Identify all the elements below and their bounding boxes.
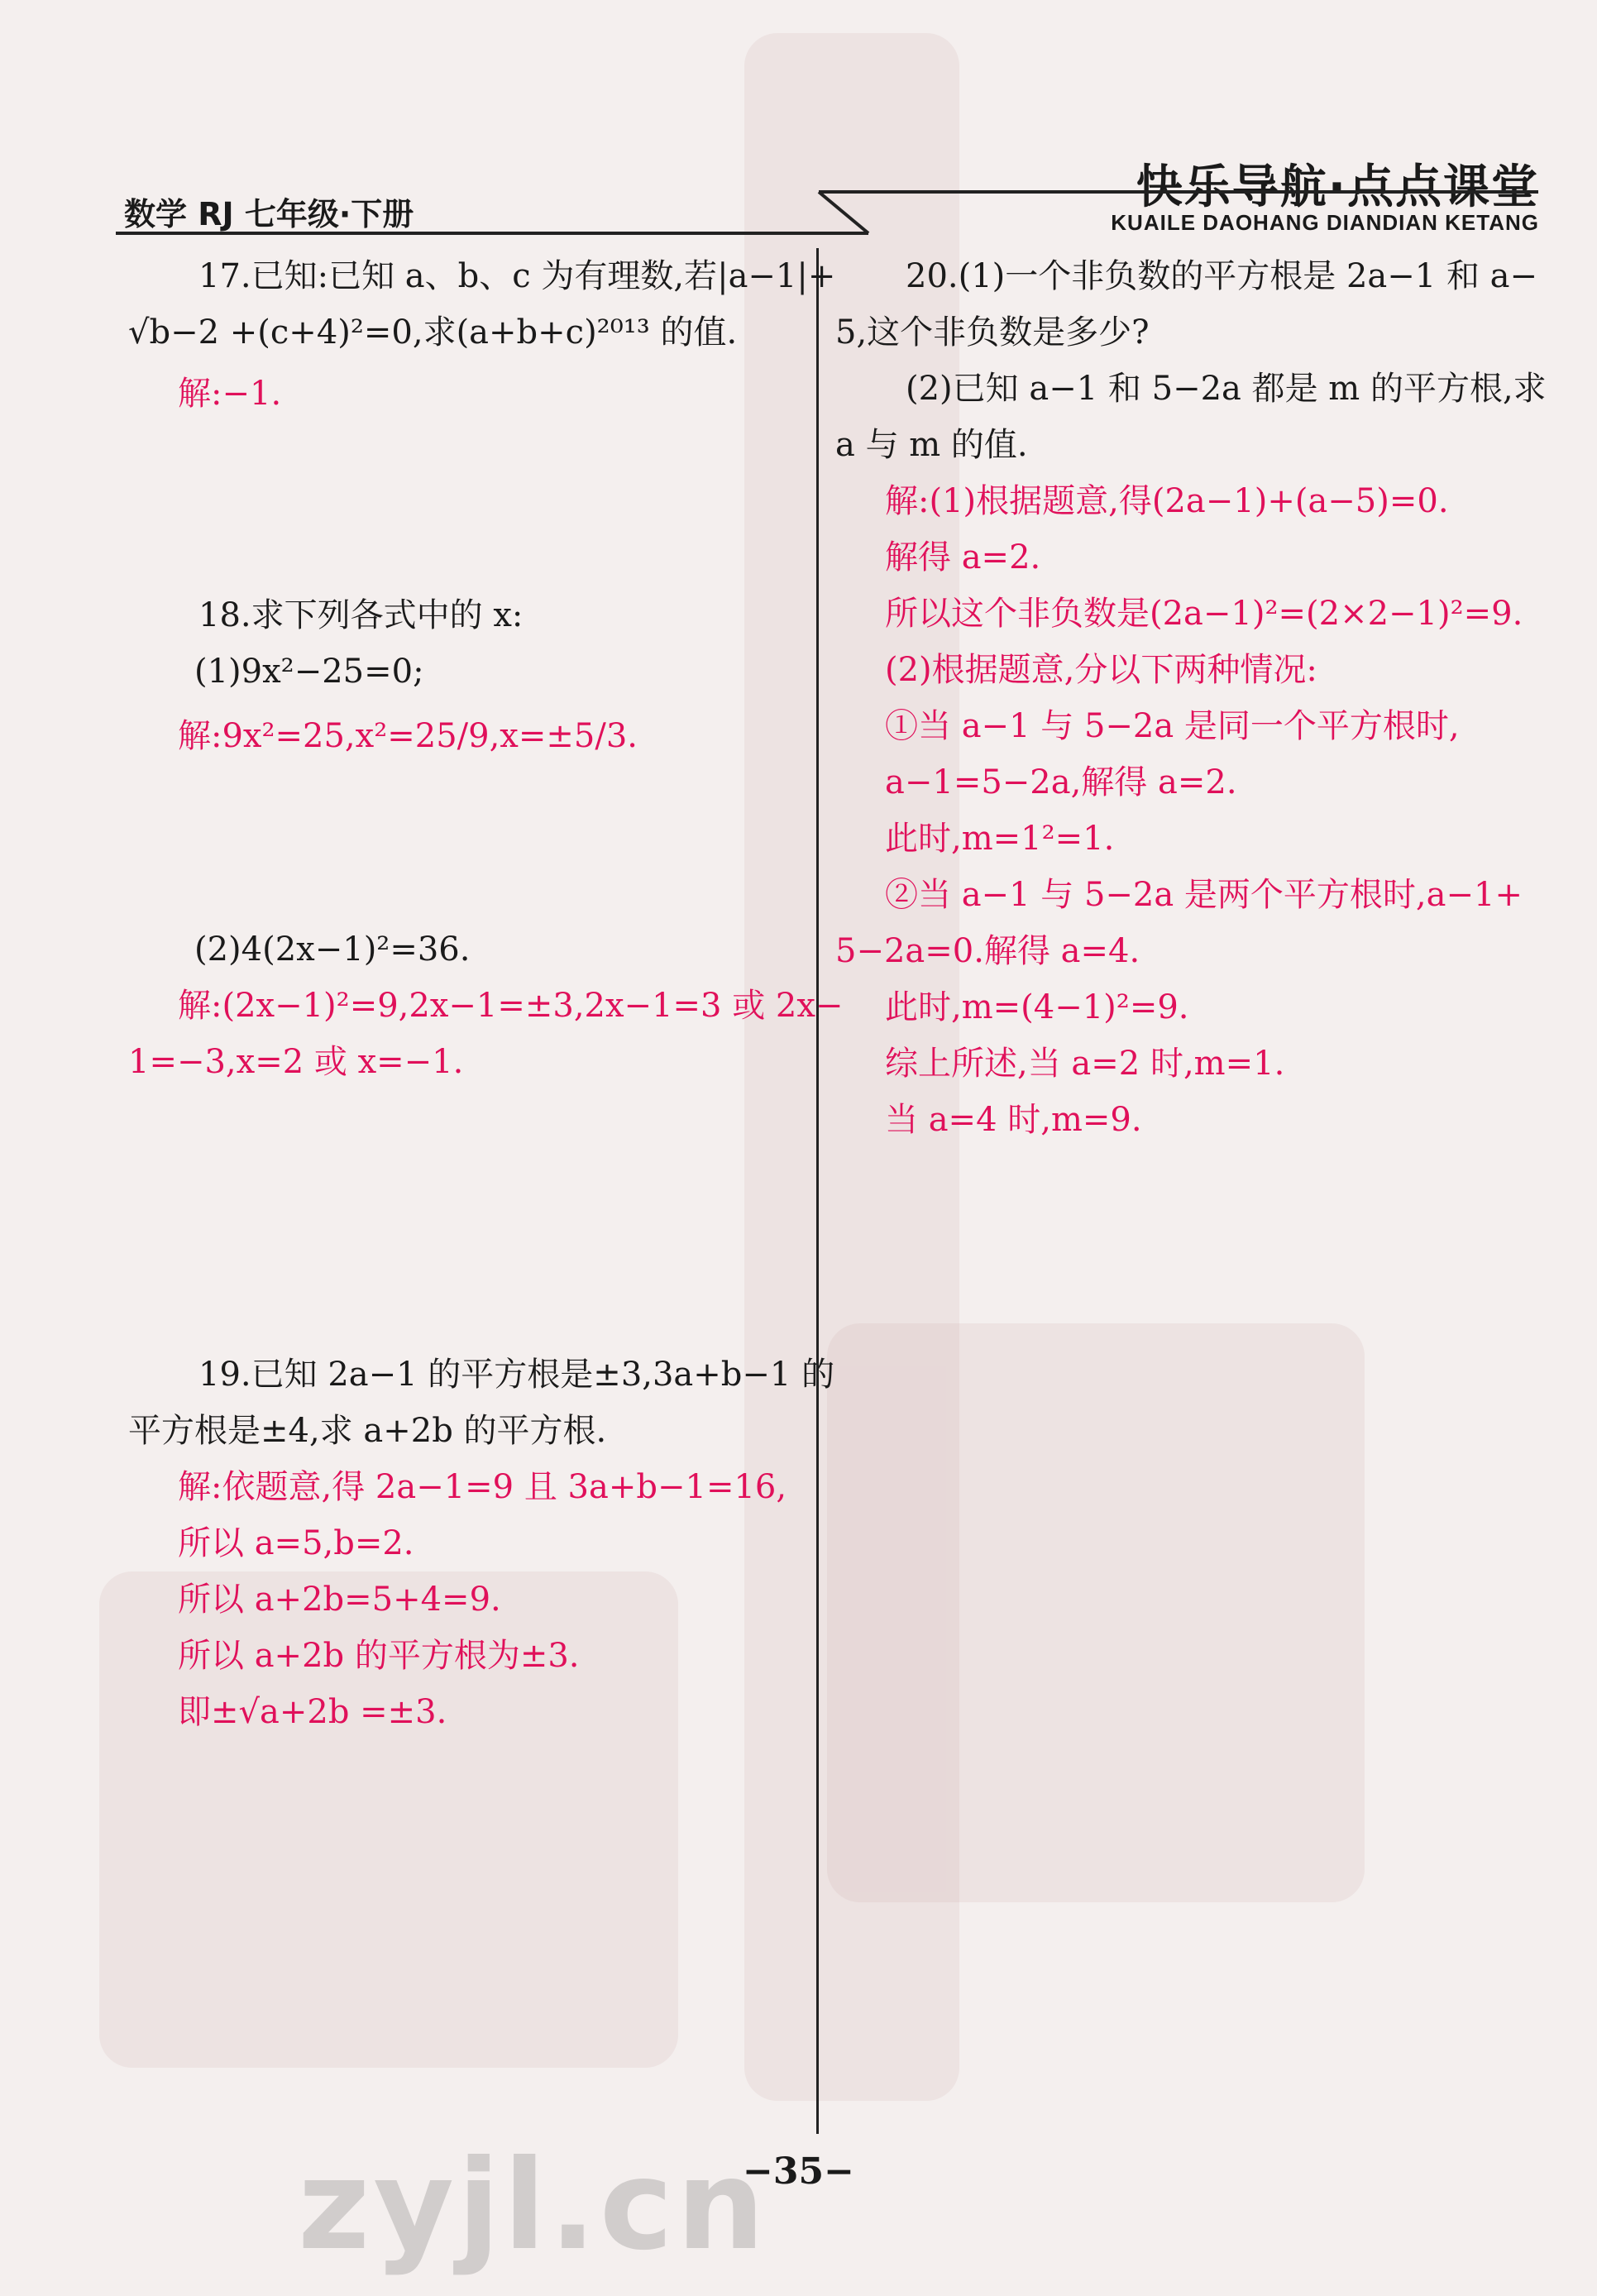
answer-20-line-2: 解得 a=2. — [885, 538, 1041, 576]
question-18-title: 18.求下列各式中的 x: — [198, 596, 524, 634]
answer-19-line-3: 所以 a+2b=5+4=9. — [178, 1581, 501, 1619]
answer-20-line-6: a−1=5−2a,解得 a=2. — [885, 763, 1237, 801]
answer-19-line-5: 即±√a+2b =±3. — [178, 1693, 447, 1731]
book-label: 数学 RJ 七年级·下册 — [124, 196, 414, 232]
answer-20-line-10: 此时,m=(4−1)²=9. — [885, 988, 1189, 1026]
question-20-line-4: a 与 m 的值. — [835, 426, 1028, 464]
question-19-line-2: 平方根是±4,求 a+2b 的平方根. — [128, 1412, 607, 1450]
answer-17: 解:−1. — [178, 375, 282, 413]
answer-18-part-2-line-1: 解:(2x−1)²=9,2x−1=±3,2x−1=3 或 2x− — [178, 987, 844, 1025]
series-title: 快乐导航·点点课堂 — [1136, 160, 1539, 214]
answer-19-line-4: 所以 a+2b 的平方根为±3. — [178, 1637, 580, 1675]
question-20-line-3: (2)已知 a−1 和 5−2a 都是 m 的平方根,求 — [906, 370, 1547, 408]
question-20-line-1: 20.(1)一个非负数的平方根是 2a−1 和 a− — [906, 257, 1538, 295]
answer-20-line-12: 当 a=4 时,m=9. — [885, 1101, 1142, 1139]
bleed-shape — [827, 1323, 1365, 1902]
page-number: −35− — [743, 2150, 854, 2193]
answer-19-line-1: 解:依题意,得 2a−1=9 且 3a+b−1=16, — [178, 1468, 787, 1506]
question-17-line-1: 17.已知:已知 a、b、c 为有理数,若|a−1|+ — [198, 257, 836, 295]
right-column — [835, 248, 1547, 1148]
question-18-part-1: (1)9x²−25=0; — [194, 653, 424, 691]
answer-20-line-11: 综上所述,当 a=2 时,m=1. — [885, 1045, 1285, 1083]
answer-20-line-3: 所以这个非负数是(2a−1)²=(2×2−1)²=9. — [885, 595, 1523, 633]
answer-20-line-9: 5−2a=0.解得 a=4. — [835, 932, 1140, 970]
question-20-line-2: 5,这个非负数是多少? — [835, 313, 1150, 352]
answer-20-line-7: 此时,m=1²=1. — [885, 820, 1115, 858]
series-subtitle: KUAILE DAOHANG DIANDIAN KETANG — [1111, 210, 1539, 235]
answer-18-part-2-line-2: 1=−3,x=2 或 x=−1. — [128, 1043, 464, 1081]
question-17-line-2: √b−2 +(c+4)²=0,求(a+b+c)²⁰¹³ 的值. — [128, 313, 738, 352]
answer-20-line-1: 解:(1)根据题意,得(2a−1)+(a−5)=0. — [885, 482, 1449, 520]
column-divider — [816, 248, 819, 2134]
watermark-logo: zyjl.cn — [298, 2134, 768, 2278]
question-18-part-2: (2)4(2x−1)²=36. — [194, 930, 471, 969]
answer-20-line-5: ①当 a−1 与 5−2a 是同一个平方根时, — [885, 707, 1460, 745]
answer-18-part-1: 解:9x²=25,x²=25/9,x=±5/3. — [178, 717, 638, 755]
answer-19-line-2: 所以 a=5,b=2. — [178, 1524, 414, 1562]
answer-20-line-8: ②当 a−1 与 5−2a 是两个平方根时,a−1+ — [885, 876, 1523, 914]
left-column — [128, 248, 844, 1740]
answer-20-line-4: (2)根据题意,分以下两种情况: — [885, 651, 1317, 689]
question-19-line-1: 19.已知 2a−1 的平方根是±3,3a+b−1 的 — [198, 1356, 835, 1394]
header-rule — [0, 0, 1597, 273]
